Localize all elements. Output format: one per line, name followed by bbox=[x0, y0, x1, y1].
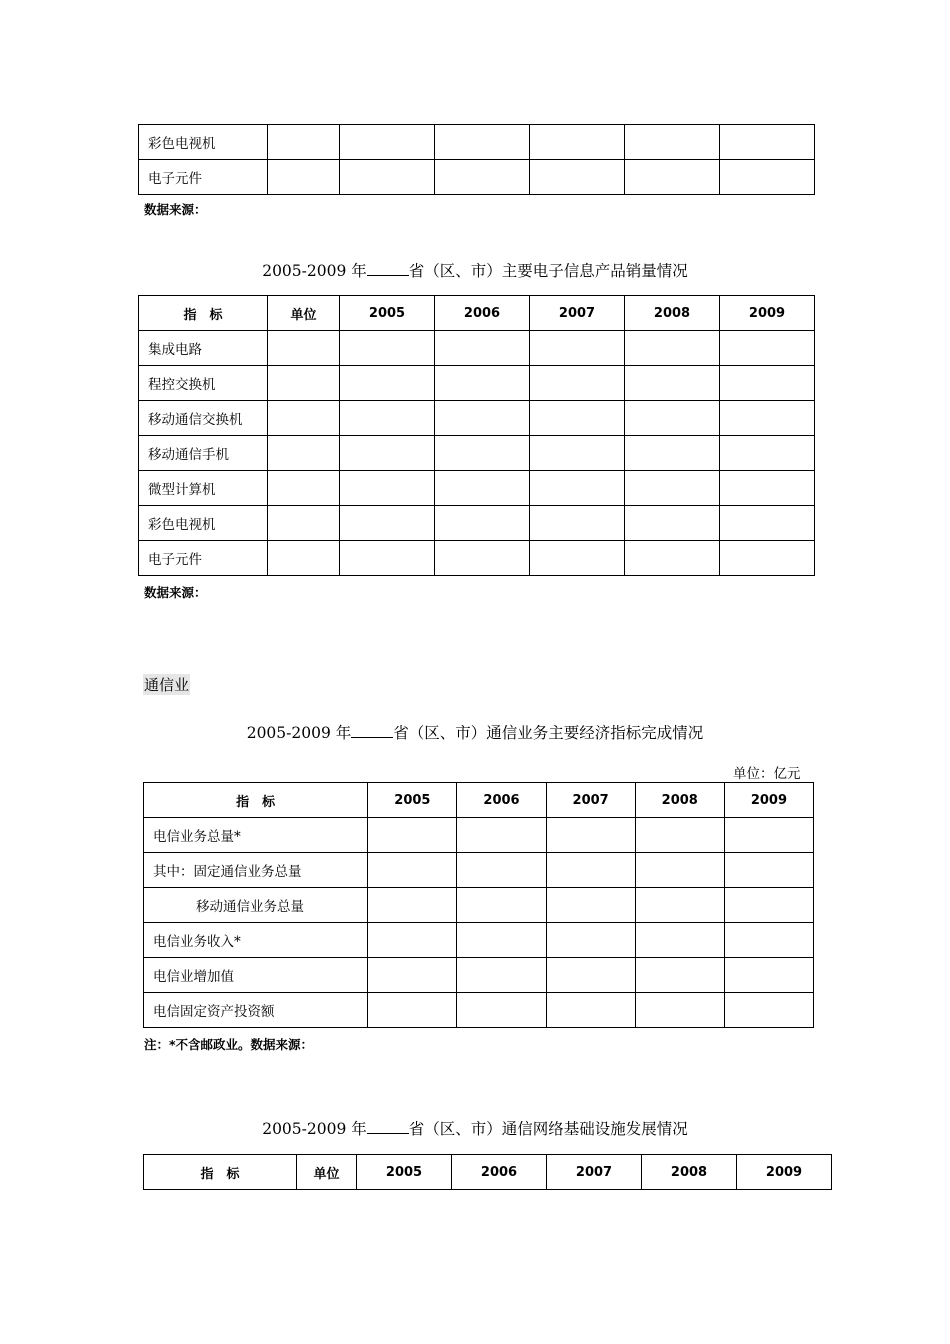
column-header: 2006 bbox=[457, 783, 546, 818]
row-label: 彩色电视机 bbox=[139, 506, 268, 541]
table-row bbox=[144, 993, 814, 1028]
column-header: 单位 bbox=[297, 1155, 357, 1190]
column-header: 2007 bbox=[546, 783, 635, 818]
table-header-row bbox=[139, 296, 815, 331]
table-row bbox=[144, 818, 814, 853]
table-row bbox=[144, 923, 814, 958]
unit-label: 单位：亿元 bbox=[733, 766, 801, 782]
table-row bbox=[139, 401, 815, 436]
row-label: 电信业务收入* bbox=[144, 923, 368, 958]
column-header: 2009 bbox=[737, 1155, 832, 1190]
row-label: 电子元件 bbox=[139, 541, 268, 576]
table-title: 2005-2009 年 省（区、市）通信业务主要经济指标完成情况 bbox=[246, 724, 704, 742]
column-header: 2005 bbox=[340, 296, 435, 331]
table-header-row bbox=[144, 1155, 832, 1190]
column-header: 指 标 bbox=[144, 1155, 297, 1190]
column-header: 2006 bbox=[452, 1155, 547, 1190]
table-row bbox=[144, 888, 814, 923]
table-row bbox=[144, 958, 814, 993]
table-row bbox=[139, 506, 815, 541]
row-label: 移动通信交换机 bbox=[139, 401, 268, 436]
table-row bbox=[139, 541, 815, 576]
data-source-note: 数据来源： bbox=[144, 202, 207, 217]
fill-in-blank bbox=[367, 1119, 409, 1134]
row-label: 移动通信手机 bbox=[139, 436, 268, 471]
table-header-row bbox=[144, 783, 814, 818]
row-label: 电信业增加值 bbox=[144, 958, 368, 993]
table-row bbox=[139, 436, 815, 471]
section-heading: 通信业 bbox=[144, 676, 190, 694]
column-header: 2006 bbox=[435, 296, 530, 331]
table-row bbox=[139, 160, 815, 195]
row-label: 其中：固定通信业务总量 bbox=[144, 853, 368, 888]
column-header: 单位 bbox=[268, 296, 340, 331]
column-header: 2005 bbox=[357, 1155, 452, 1190]
column-header: 2008 bbox=[642, 1155, 737, 1190]
column-header: 2008 bbox=[625, 296, 720, 331]
column-header: 2008 bbox=[635, 783, 724, 818]
row-label: 电信业务总量* bbox=[144, 818, 368, 853]
column-header: 2009 bbox=[720, 296, 815, 331]
footnote: 注：*不含邮政业。数据来源： bbox=[144, 1037, 314, 1052]
column-header: 2007 bbox=[547, 1155, 642, 1190]
table-row bbox=[139, 125, 815, 160]
column-header: 指 标 bbox=[139, 296, 268, 331]
row-label: 微型计算机 bbox=[139, 471, 268, 506]
column-header: 2007 bbox=[530, 296, 625, 331]
table-row bbox=[139, 331, 815, 366]
row-label: 移动通信业务总量 bbox=[144, 888, 368, 923]
table-network-infrastructure bbox=[143, 1154, 832, 1190]
table-telecom-indicators bbox=[143, 782, 814, 1028]
table-electronics-sales bbox=[138, 295, 815, 576]
row-label: 彩色电视机 bbox=[139, 125, 268, 160]
column-header: 2005 bbox=[368, 783, 457, 818]
row-label: 电子元件 bbox=[139, 160, 268, 195]
row-label: 程控交换机 bbox=[139, 366, 268, 401]
fill-in-blank bbox=[351, 723, 393, 738]
column-header: 2009 bbox=[724, 783, 813, 818]
table-title: 2005-2009 年 省（区、市）通信网络基础设施发展情况 bbox=[262, 1120, 688, 1138]
row-label: 电信固定资产投资额 bbox=[144, 993, 368, 1028]
table-row bbox=[139, 366, 815, 401]
table-row bbox=[139, 471, 815, 506]
data-source-note: 数据来源： bbox=[144, 585, 207, 600]
column-header: 指 标 bbox=[144, 783, 368, 818]
table-row bbox=[144, 853, 814, 888]
row-label: 集成电路 bbox=[139, 331, 268, 366]
table-electronics-continued bbox=[138, 124, 815, 195]
fill-in-blank bbox=[367, 261, 409, 276]
table-title: 2005-2009 年 省（区、市）主要电子信息产品销量情况 bbox=[262, 262, 688, 280]
